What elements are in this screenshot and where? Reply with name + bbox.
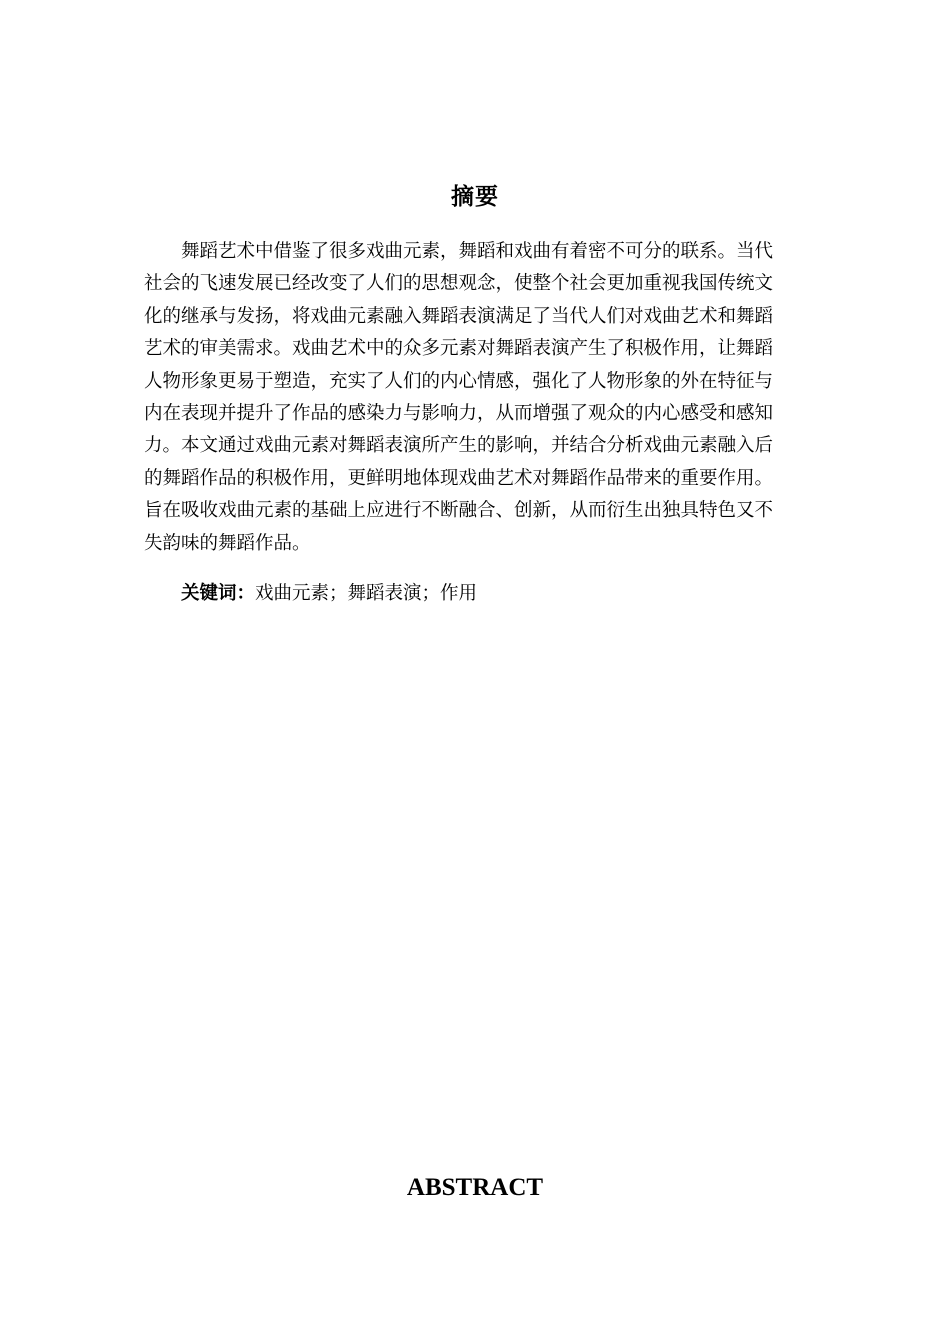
abstract-line: 艺术的审美需求。戏曲艺术中的众多元素对舞蹈表演产生了积极作用，让舞蹈	[144, 338, 774, 360]
abstract-title-cn: 摘要	[451, 183, 499, 210]
abstract-line: 社会的飞速发展已经改变了人们的思想观念，使整个社会更加重视我国传统文	[144, 273, 774, 295]
abstract-line: 舞蹈艺术中借鉴了很多戏曲元素，舞蹈和戏曲有着密不可分的联系。当代	[181, 241, 774, 262]
keywords-line	[181, 579, 477, 609]
abstract-line: 失韵味的舞蹈作品。	[144, 532, 311, 554]
abstract-line: 人物形象更易于塑造，充实了人们的内心情感，强化了人物形象的外在特征与	[144, 370, 774, 392]
abstract-line: 化的继承与发扬，将戏曲元素融入舞蹈表演满足了当代人们对戏曲艺术和舞蹈	[144, 305, 774, 327]
abstract-line: 内在表现并提升了作品的感染力与影响力，从而增强了观众的内心感受和感知	[144, 402, 774, 424]
abstract-line: 旨在吸收戏曲元素的基础上应进行不断融合、创新，从而衍生出独具特色又不	[144, 500, 774, 522]
abstract-line: 的舞蹈作品的积极作用，更鲜明地体现戏曲艺术对舞蹈作品带来的重要作用。	[144, 467, 774, 489]
abstract-line: 力。本文通过戏曲元素对舞蹈表演所产生的影响，并结合分析戏曲元素融入后	[144, 435, 774, 457]
keywords-label: 关键词：	[181, 583, 256, 604]
abstract-body-cn	[144, 236, 807, 560]
keywords-value: 戏曲元素；舞蹈表演；作用	[255, 583, 478, 604]
abstract-title-en: ABSTRACT	[406, 1174, 544, 1201]
